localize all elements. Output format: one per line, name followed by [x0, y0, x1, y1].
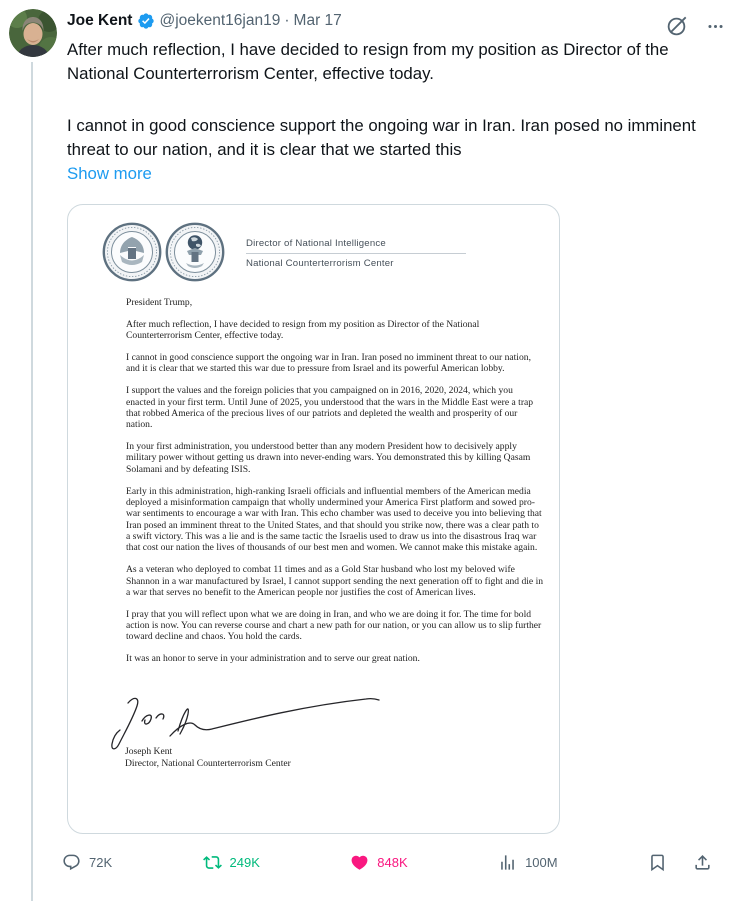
avatar[interactable] — [9, 9, 57, 57]
odni-seal-icon — [102, 222, 162, 282]
author-header — [67, 12, 342, 30]
share-button[interactable] — [693, 853, 712, 872]
meta-separator: · — [284, 12, 290, 29]
signature-title: Director, National Counterterrorism Center — [125, 758, 291, 769]
author-name[interactable]: Joe Kent — [67, 12, 133, 29]
letter-image-attachment[interactable] — [67, 204, 560, 834]
letterhead-text — [246, 238, 528, 269]
avatar-photo — [9, 9, 57, 57]
more-menu-icon[interactable] — [706, 17, 725, 36]
letter-paragraph: It was an honor to serve in your administration and to serve our great nation. — [126, 653, 420, 665]
grok-icon[interactable] — [665, 15, 688, 38]
bookmark-button[interactable] — [648, 853, 667, 872]
reply-button[interactable] — [62, 853, 112, 872]
tweet-paragraph-1: After much reflection, I have decided to resign from my position as Director of the National Counterterrorism Center, effective today. — [67, 40, 669, 83]
show-more-link[interactable]: Show more — [67, 164, 152, 183]
thread-connector-line — [31, 62, 33, 901]
letter-paragraph: As a veteran who deployed to combat 11 times and as a Gold Star husband who lost my beloved wife Shannon in a war manufactured by Israel, I cannot support sending the next generation off to fight and die in a war that serves no benefit to the American people nor justifies the cost of American lives. — [126, 564, 544, 598]
tweet-text — [67, 38, 719, 186]
letterhead-seals — [102, 222, 225, 282]
nctc-seal-icon — [165, 222, 225, 282]
views-icon — [498, 853, 517, 872]
signature-block — [125, 746, 291, 770]
like-button[interactable] — [350, 853, 407, 872]
letter-paragraph: I cannot in good conscience support the ongoing war in Iran. Iran posed no imminent threat to our nation, and it is clear that we started this war due to pressure from Israel and its powerful American lobby. — [126, 352, 531, 375]
author-handle[interactable]: @joekent16jan19 — [159, 12, 281, 29]
tweet-action-bar — [62, 853, 712, 872]
tweet-date[interactable]: Mar 17 — [293, 12, 342, 29]
repost-count: 249K — [229, 855, 260, 870]
letter-paragraph: Early in this administration, high-ranking Israeli officials and influential members of the American media deployed a misinformation campaign that wholly undermined your America First platform and sowed pro-war sentiments to encourage a war with Iran. This echo chamber was used to deceive you into believing that Iran posed an imminent threat to the United States, and that should you strike now, there was a clear path to a swift victory. This was a lie and is the same tactic the Israelis used to draw us into the disastrous Iraq war that cost our nation the lives of thousands of our best men and women. We cannot make this mistake again. — [126, 485, 542, 554]
reply-count: 72K — [89, 855, 113, 870]
letterhead-line1: Director of National Intelligence — [246, 238, 466, 254]
bookmark-icon — [648, 853, 667, 872]
repost-button[interactable] — [203, 853, 260, 872]
views-count: 100M — [525, 855, 558, 870]
letter-paragraph: I pray that you will reflect upon what we are doing in Iran, and who we are doing it for. The time for bold action is now. You can reverse course and chart a new path for our nation, or you can allow us to slip further toward decline and chaos. You hold the cards. — [126, 608, 542, 643]
tweet-paragraph-2: I cannot in good conscience support the ongoing war in Iran. Iran posed no imminent threat to our nation, and it is clear that we started this — [67, 116, 696, 159]
letterhead-line2: National Counterterrorism Center — [246, 258, 394, 269]
views-button[interactable] — [498, 853, 558, 872]
like-icon — [350, 853, 369, 872]
repost-icon — [203, 853, 222, 872]
signature-name: Joseph Kent — [125, 746, 173, 757]
letter-salutation: President Trump, — [126, 297, 193, 308]
share-icon — [693, 853, 712, 872]
signature-scribble — [98, 687, 398, 753]
letter-paragraph: I support the values and the foreign policies that you campaigned on in 2016, 2020, 2024, which you enacted in your first term. Until June of 2025, you understood that the wars in the Middle East were a trap that robbed America of the precious lives of our patriots and depleted the wealth and prosperity of our nation. — [126, 385, 534, 431]
action-bar-right — [648, 853, 712, 872]
letter-paragraph: After much reflection, I have decided to resign from my position as Director of the National Counterterrorism Center, effective today. — [126, 318, 480, 342]
tweet-top-actions — [665, 15, 725, 38]
reply-icon — [62, 853, 81, 872]
verified-badge-icon — [137, 12, 155, 30]
letter-paragraph: In your first administration, you understood better than any modern President how to decisively apply military power without getting us drawn into never-ending wars. You demonstrated this by killing Qasam Solamani and by defeating ISIS. — [126, 441, 531, 475]
letter-body — [126, 297, 544, 665]
like-count: 848K — [377, 855, 408, 870]
